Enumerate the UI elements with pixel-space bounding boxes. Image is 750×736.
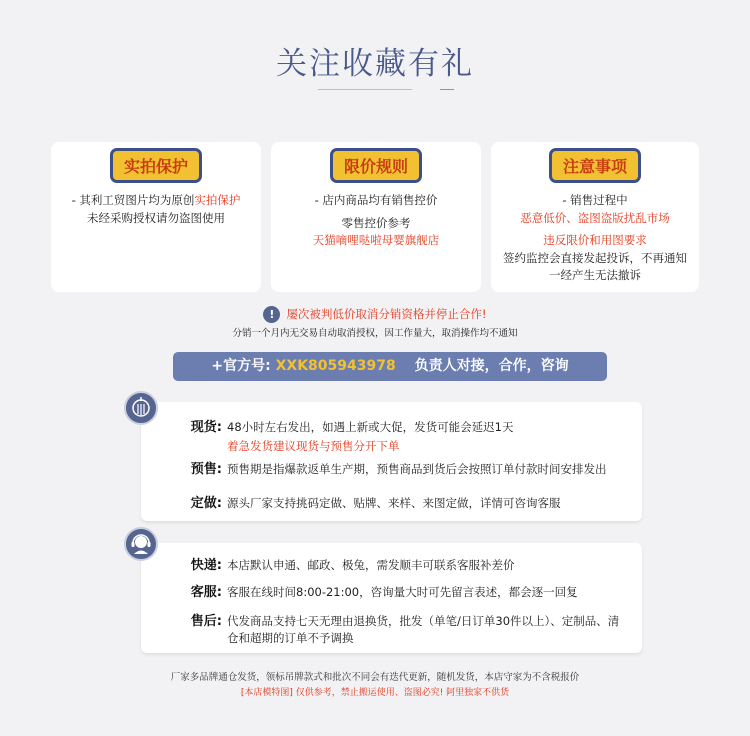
row-text: 预售期是指爆款返单生产期，预售商品到货后会按照订单付款时间安排发出 [227, 462, 607, 476]
title-divider [318, 89, 412, 90]
card-body [51, 192, 261, 227]
card-badge: 限价规则 [330, 148, 422, 183]
row-label: 现货: [190, 420, 222, 435]
service-info-panel [141, 543, 642, 653]
card-line: 未经采购授权请勿盗图使用 [87, 210, 225, 225]
row-text: 本店默认申通、邮政、极兔，需发顺丰可联系客服补差价 [227, 558, 515, 572]
footer-note: 厂家多品牌通仓发货，领标吊牌款式和批次不同会有迭代更新，随机发货，本店守家为不含税报价 [170, 672, 580, 683]
title-divider-accent [440, 89, 454, 90]
headset-icon [124, 527, 158, 561]
card-body [491, 192, 699, 285]
footer-warning: [本店模特图] 仅供参考，禁止搬运使用、盗图必究! 阿里独家不供货 [240, 688, 510, 698]
row-label: 预售: [190, 462, 222, 477]
row-note: 着急发货建议现货与预售分开下单 [227, 439, 400, 453]
card-photo-protection [51, 142, 261, 292]
row-label: 售后: [190, 614, 222, 629]
row-text: 源头厂家支持挑码定做、贴牌、来样、来图定做，详情可咨询客服 [227, 496, 561, 510]
official-suffix: 负责人对接，合作，咨询 [414, 358, 569, 374]
card-badge: 实拍保护 [110, 148, 202, 183]
row-text: 客服在线时间8:00-21:00，咨询量大时可先留言表述，都会逐一回复 [227, 585, 578, 599]
warning-banner [0, 306, 750, 323]
card-notes [491, 142, 699, 292]
card-line-store: 天猫嘀哩哒啦母婴旗舰店 [312, 233, 440, 247]
card-line: 一经产生无法撤诉 [549, 268, 641, 282]
warning-subtext: 分销一个月内无交易自动取消授权，因工作量大，取消操作均不通知 [232, 328, 518, 339]
card-badge: 注意事项 [549, 148, 641, 183]
card-line: 违反限价和用图要求 [543, 233, 647, 247]
official-account-id: XXK805943978 [275, 358, 396, 374]
card-line [51, 192, 261, 210]
card-line: 恶意低价、盗图盗版扰乱市场 [520, 210, 670, 225]
card-line: 零售控价参考 [341, 215, 411, 230]
row-text: 代发商品支持七天无理由退换货，批发（单笔/日订单30件以上）、定制品、清仓和超期的订单不予调换 [227, 614, 620, 645]
page-title: 关注收藏有礼 [276, 46, 474, 82]
card-line: 签约监控会直接发起投诉，不再通知 [503, 250, 687, 265]
official-account-bar [173, 352, 607, 381]
card-line: - 店内商品均有销售控价 [314, 193, 438, 207]
official-prefix: +官方号: [211, 358, 271, 374]
card-body [271, 192, 481, 250]
lightbulb-icon [124, 391, 158, 425]
shipping-info-panel [141, 402, 642, 521]
card-highlight: 实拍保护 [194, 193, 241, 207]
row-text: 48小时左右发出，如遇上新或大促，发货可能会延迟1天 [227, 420, 514, 434]
row-label: 快递: [190, 558, 222, 573]
warning-icon: ! [263, 306, 280, 323]
card-line: - 销售过程中 [562, 193, 628, 207]
card-price-rules [271, 142, 481, 292]
row-label: 定做: [190, 496, 222, 511]
row-label: 客服: [190, 585, 222, 600]
warning-text: 屡次被判低价取消分销资格并停止合作! [286, 307, 487, 321]
card-line-text: - 其利工贸图片均为原创 [71, 193, 195, 207]
